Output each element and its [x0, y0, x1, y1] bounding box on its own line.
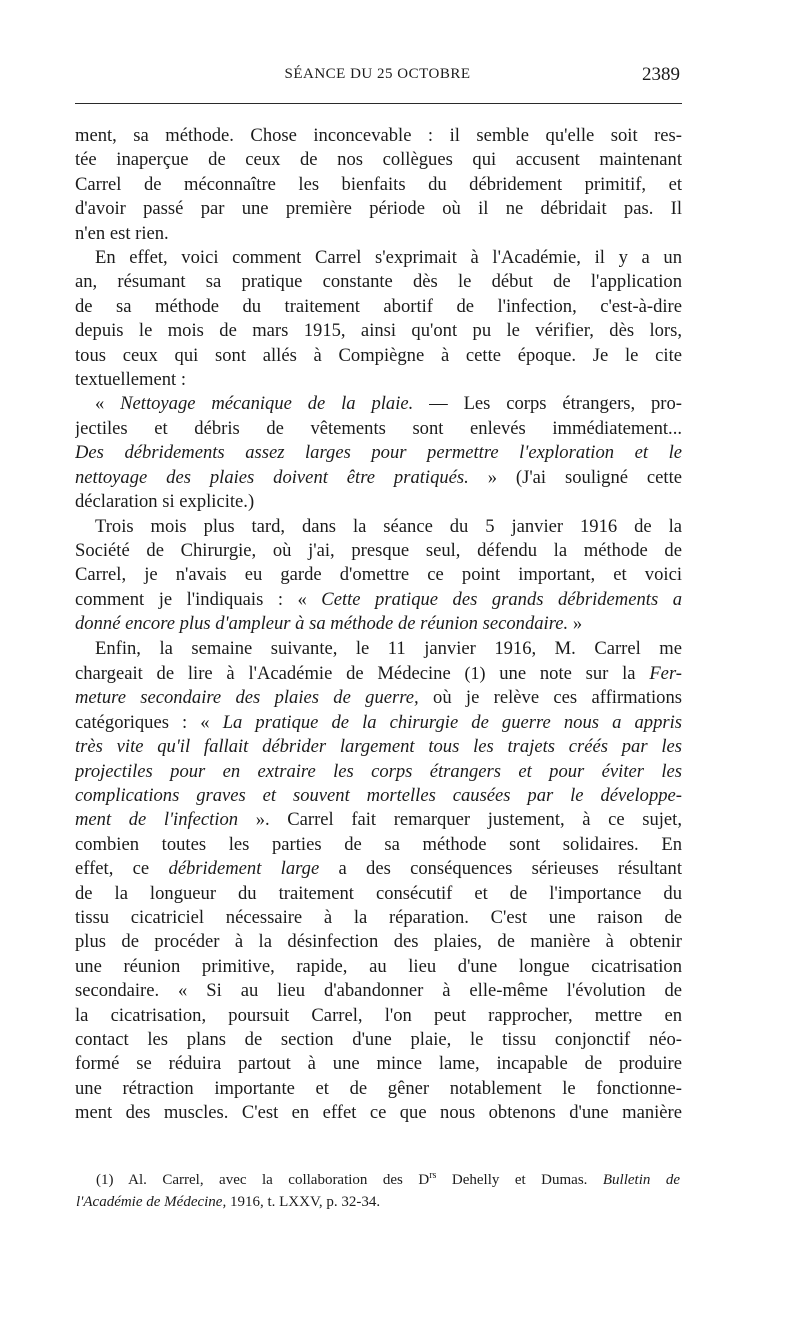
text-span: chargeait de lire à l'Académie de Médecine: [75, 662, 465, 684]
text-line: projectiles pour en extraire les corps étrangers et pour éviter les: [75, 760, 682, 782]
italic-text: meture secondaire des plaies de guerre,: [75, 687, 419, 709]
text-span: » (J'ai souligné cette: [468, 466, 682, 488]
text-line: [75, 661, 682, 686]
text-line: ment des muscles. C'est en effet ce que nous obtenons d'une manière: [75, 1102, 682, 1124]
superscript: rs: [429, 1170, 437, 1181]
italic-text: ment de l'infection: [75, 809, 239, 831]
text-line: une rétraction importante et de gêner notablement le fonctionne-: [75, 1077, 682, 1099]
text-span: où je relève ces affirmations: [418, 687, 682, 709]
text-line: Enfin, la semaine suivante, le 11 janvier 1916, M. Carrel me: [95, 637, 682, 659]
text-line: Carrel de méconnaître les bienfaits du débridement primitif, et: [75, 173, 682, 195]
text-line: secondaire. « Si au lieu d'abandonner à elle-même l'évolution de: [75, 980, 682, 1002]
italic-text: donné encore plus d'ampleur à sa méthode de réunion secondaire.: [75, 613, 569, 635]
text-span: une note sur la: [485, 662, 650, 684]
paragraph-3-quotation: [75, 392, 682, 514]
footnote: [76, 1169, 680, 1213]
footnote-line: [76, 1191, 680, 1213]
text-span: ». Carrel fait remarquer justement, à ce sujet,: [238, 809, 682, 831]
text-span: (1) Al. Carrel, avec la collaboration des D: [96, 1172, 430, 1188]
text-line: [75, 466, 682, 490]
text-line: formé se réduira partout à une mince lame, incapable de produire: [75, 1053, 682, 1075]
text-line: déclaration si explicite.): [75, 491, 255, 513]
text-line: tissu cicatriciel nécessaire à la réparation. C'est une raison de: [75, 907, 682, 928]
text-line: combien toutes les parties de sa méthode sont solidaires. En: [75, 833, 682, 855]
text-line: la cicatrisation, poursuit Carrel, l'on peut rapprocher, mettre en: [75, 1004, 682, 1026]
text-span: catégoriques : «: [75, 711, 223, 733]
italic-text: nettoyage des plaies doivent être pratiqués.: [75, 466, 469, 488]
italic-text: Fer-: [649, 662, 682, 684]
text-span: »: [568, 613, 583, 635]
italic-text: débridement large: [168, 858, 320, 880]
text-line: an, résumant sa pratique constante dès le début de l'application: [75, 271, 682, 293]
page-number: 2389: [642, 64, 680, 85]
paragraph-1: [75, 124, 682, 246]
text-line: [75, 392, 682, 416]
text-line: [75, 686, 682, 710]
italic-text: l'Académie de Médecine,: [76, 1194, 227, 1210]
text-line: Des débridements assez larges pour permettre l'exploration et le: [75, 442, 682, 464]
text-line: très vite qu'il fallait débrider largement tous les trajets créés par les: [75, 736, 682, 758]
text-span: comment je l'indiquais : «: [75, 588, 322, 610]
text-line: depuis le mois de mars 1915, ainsi qu'ont pu le vérifier, dès lors,: [75, 320, 682, 342]
text-span: 1916, t. LXXV, p. 32-34.: [226, 1194, 381, 1210]
text-line: de sa méthode du traitement abortif de l'infection, c'est-à-dire: [75, 295, 682, 317]
text-line: Trois mois plus tard, dans la séance du 5 janvier 1916 de la: [95, 515, 682, 537]
text-line: une réunion primitive, rapide, au lieu d'une longue cicatrisation: [75, 955, 682, 977]
text-span: Dehelly et Dumas.: [436, 1172, 603, 1188]
text-line: n'en est rien.: [75, 222, 169, 244]
text-line: [75, 711, 682, 735]
text-span: — Les corps étrangers, pro-: [413, 393, 682, 415]
running-header: [75, 62, 680, 92]
text-line: jectiles et débris de vêtements sont enlevés immédiatement...: [75, 417, 682, 439]
paragraph-5: [75, 637, 682, 1126]
running-title: SÉANCE DU 25 OCTOBRE: [284, 66, 471, 82]
text-line: plus de procéder à la désinfection des plaies, de manière à obtenir: [75, 931, 682, 953]
text-line: [75, 612, 682, 636]
text-line: Société de Chirurgie, où j'ai, presque seul, défendu la méthode de: [75, 539, 682, 561]
header-rule: [75, 103, 682, 104]
text-line: d'avoir passé par une première période où il ne débridait pas. Il: [75, 198, 682, 220]
italic-text: Cette pratique des grands débridements a: [321, 588, 682, 610]
quote-mark: «: [95, 393, 121, 415]
text-line: textuellement :: [75, 369, 187, 391]
footnote-line: [96, 1169, 680, 1191]
text-line: tée inaperçue de ceux de nos collègues qui accusent maintenant: [75, 149, 682, 171]
text-line: [75, 588, 682, 612]
italic-text: La pratique de la chirurgie de guerre nous a appris: [222, 711, 682, 733]
italic-text: Nettoyage mécanique de la plaie.: [120, 393, 414, 415]
text-line: complications graves et souvent mortelles causées par le développe-: [75, 784, 682, 806]
text-line: En effet, voici comment Carrel s'exprimait à l'Académie, il y a un: [95, 247, 682, 269]
text-line: [75, 857, 682, 881]
text-line: [75, 808, 682, 832]
text-line: ment, sa méthode. Chose inconcevable : il semble qu'elle soit res-: [75, 125, 682, 146]
italic-text: Bulletin de: [602, 1172, 680, 1188]
text-span: effet, ce: [75, 858, 169, 880]
text-span: a des conséquences sérieuses résultant: [319, 858, 682, 880]
paragraph-4: [75, 515, 682, 637]
text-line: de la longueur du traitement consécutif et de l'importance du: [75, 882, 682, 904]
text-line: contact les plans de section d'une plaie, le tissu conjonctif néo-: [75, 1029, 682, 1051]
text-line: Carrel, je n'avais eu garde d'omettre ce point important, et voici: [75, 564, 682, 586]
body-text: [75, 124, 682, 1126]
paragraph-2: [75, 246, 682, 392]
text-line: tous ceux qui sont allés à Compiègne à cette époque. Je le cite: [75, 344, 682, 366]
footnote-reference[interactable]: (1): [464, 662, 486, 683]
